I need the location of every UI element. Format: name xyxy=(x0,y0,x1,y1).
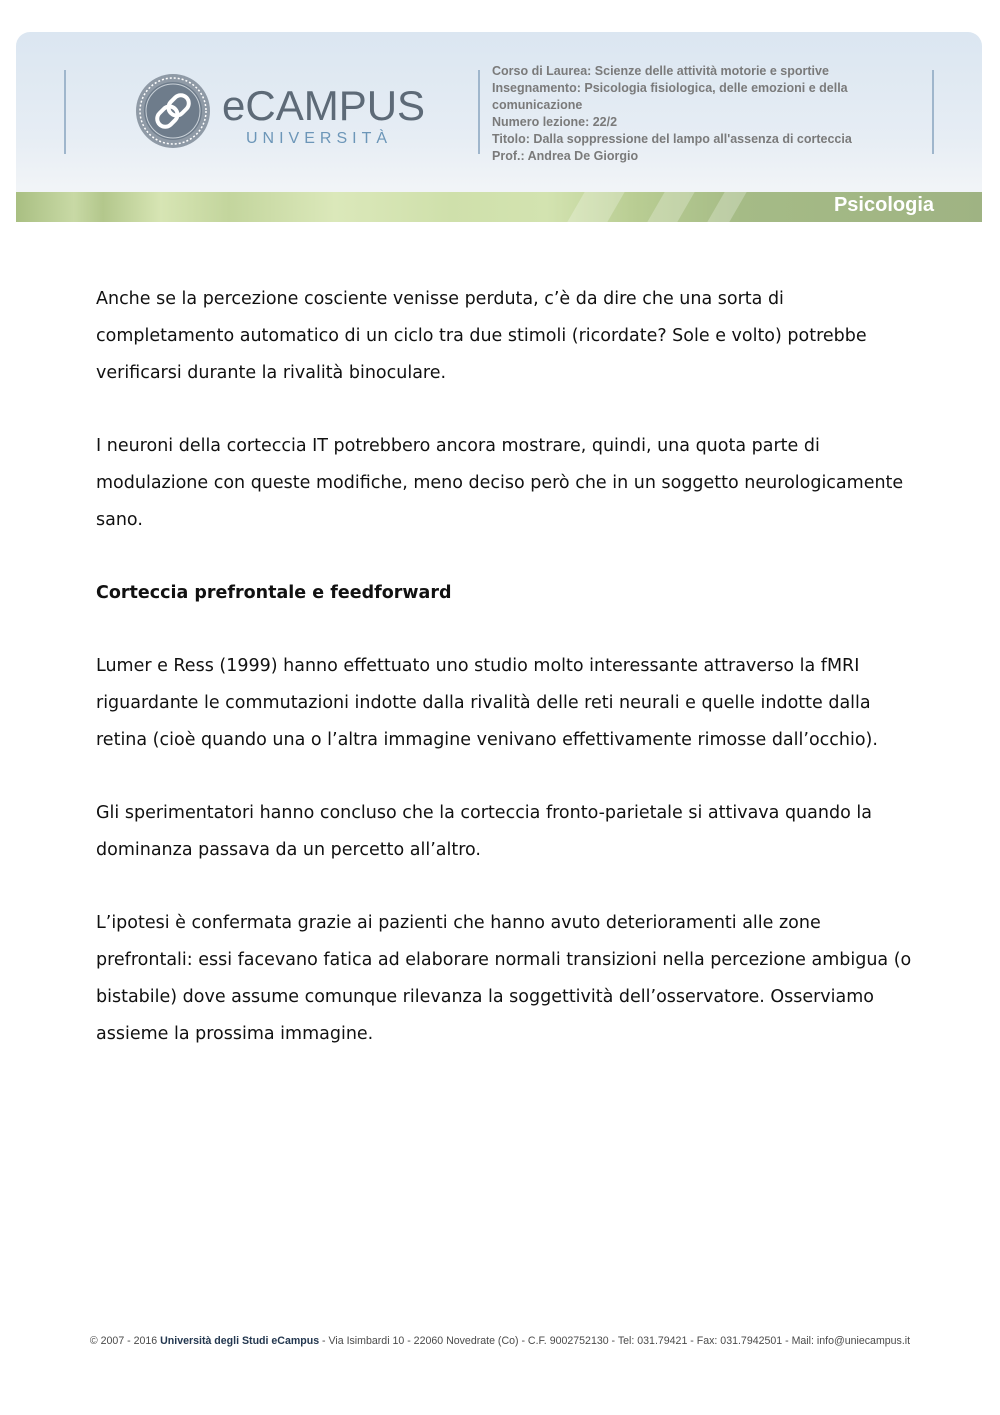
footer-details: - Via Isimbardi 10 - 22060 Novedrate (Co) - C.F. 9002752130 - Tel: 031.79421 - Fax: 031.7942501 - Mail: info@uniecampus.it xyxy=(319,1335,911,1347)
footer-copyright: © 2007 - 2016 xyxy=(89,1335,161,1347)
paragraph: Gli sperimentatori hanno concluso che la corteccia fronto-parietale si attivava quando la dominanza passava da un percetto all’altro. xyxy=(96,803,872,860)
header-divider-middle xyxy=(478,70,480,154)
ecampus-logo xyxy=(134,72,434,152)
course-info-line: Prof.: Andrea De Giorgio xyxy=(492,149,639,163)
paragraph: L’ipotesi è confermata grazie ai pazienti che hanno avuto deterioramenti alle zone prefrontali: essi facevano fatica ad elaborare normali transizioni nella percezione ambigua (o bistabile) dove assume comunque rilevanza la soggettività dell’osservatore. Osserviamo assieme la prossima immagine. xyxy=(96,913,912,1044)
course-info-line: Titolo: Dalla soppressione del lampo all'assenza di corteccia xyxy=(492,132,852,146)
footer-university: Università degli Studi eCampus xyxy=(160,1335,320,1347)
course-info-line: comunicazione xyxy=(492,98,583,112)
banner-stripe xyxy=(707,192,746,222)
course-info-line: Insegnamento: Psicologia fisiologica, delle emozioni e della xyxy=(492,81,848,95)
banner-stripe xyxy=(647,192,694,222)
page-header xyxy=(16,32,982,222)
header-divider-left xyxy=(64,70,66,154)
page-footer xyxy=(0,1335,1000,1347)
university-seal-icon xyxy=(134,72,212,150)
paragraph: Lumer e Ress (1999) hanno effettuato uno studio molto interessante attraverso la fMRI riguardante le commutazioni indotte dalla rivalità delle reti neurali e quelle indotte dalla retina (cioè quando una o l’altra immagine venivano effettivamente rimosse dall’occhio). xyxy=(96,656,878,750)
paragraph: I neuroni della corteccia IT potrebbero ancora mostrare, quindi, una quota parte di modulazione con queste modifiche, meno deciso però che in un soggetto neurologicamente sano. xyxy=(96,436,904,530)
header-divider-right xyxy=(932,70,934,154)
course-info-line: Numero lezione: 22/2 xyxy=(492,115,618,129)
paragraph: Anche se la percezione cosciente venisse perduta, c’è da dire che una sorta di completamento automatico di un ciclo tra due stimoli (ricordate? Sole e volto) potrebbe verificarsi durante la rivalità binoculare. xyxy=(96,289,867,383)
section-heading: Corteccia prefrontale e feedforward xyxy=(96,583,452,603)
course-info-line: Corso di Laurea: Scienze delle attività motorie e sportive xyxy=(492,64,829,78)
banner-stripe xyxy=(567,192,624,222)
logo-wordmark: eCAMPUS xyxy=(222,82,426,129)
document-body xyxy=(96,281,916,1089)
logo-subtitle: UNIVERSITÀ xyxy=(246,130,393,147)
section-label: Psicologia xyxy=(833,194,934,216)
course-info xyxy=(492,63,912,165)
